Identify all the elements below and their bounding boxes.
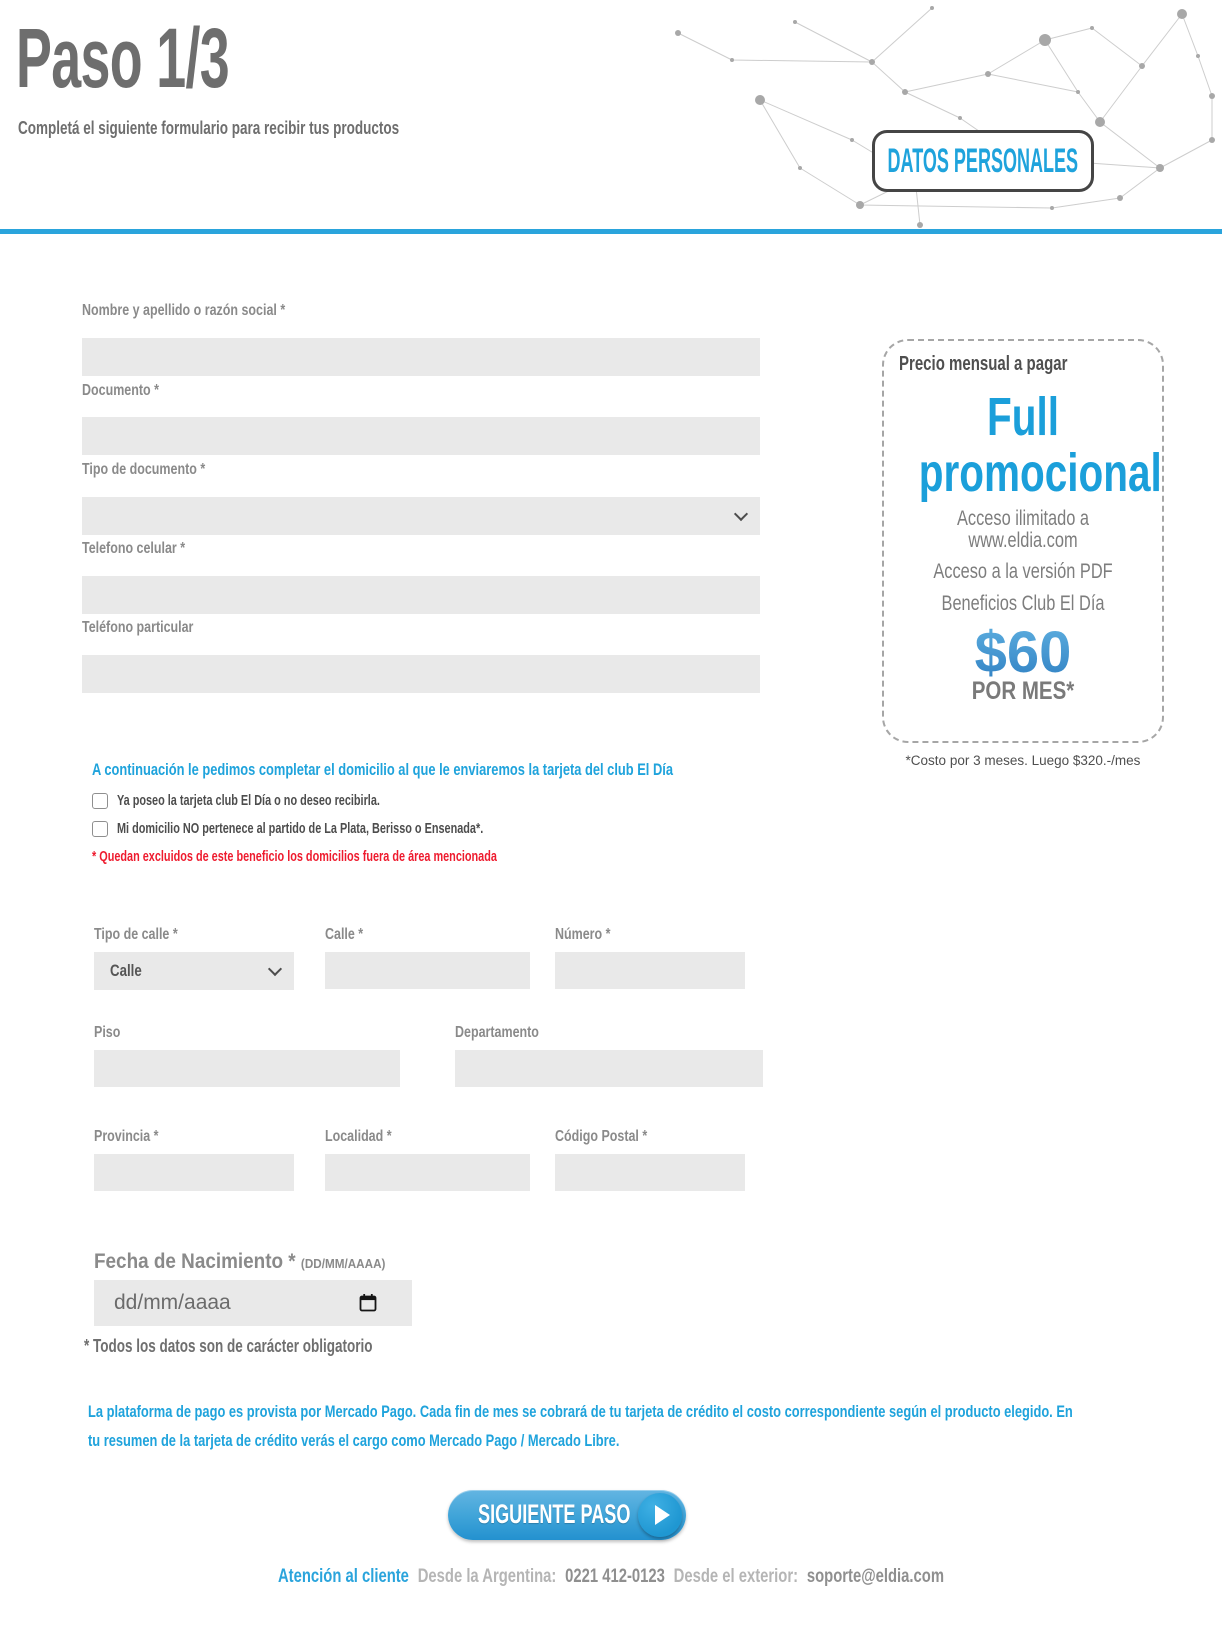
exterior-email: soporte@eldia.com [806,1566,945,1587]
domicilio-checkbox-label: Mi domicilio NO pertenece al partido de La Plata, Berisso o Ensenada*. [117,821,484,837]
calendar-icon[interactable] [358,1293,378,1313]
benefit-line: Acceso ilimitado a [956,507,1090,530]
tipo-documento-label: Tipo de documento * [82,461,206,478]
play-icon [638,1493,682,1537]
tipo-calle-select[interactable] [94,952,294,990]
tipo-calle-value: Calle [110,961,142,980]
badge-label: DATOS PERSONALES [887,141,1079,180]
benefit-line: Beneficios Club El Día [941,592,1105,615]
pricing-header: Precio mensual a pagar [899,353,1068,375]
localidad-input[interactable] [325,1154,530,1191]
codigo-postal-input[interactable] [555,1154,745,1191]
page-title: Paso 1/3 [16,11,230,105]
exclusion-warning: * Quedan excluidos de este beneficio los domicilios fuera de área mencionada [92,849,497,865]
plan-name-line2: promocional [918,443,1162,503]
telefono-celular-input[interactable] [82,576,760,614]
exterior-label: Desde el exterior: [673,1566,799,1587]
pricing-panel [882,339,1164,743]
price-value: $60 [884,619,1162,686]
datos-personales-badge [872,130,1094,192]
payment-note [88,1398,1141,1456]
piso-input[interactable] [94,1050,400,1087]
numero-label: Número * [555,926,611,943]
domicilio-note: A continuación le pedimos completar el domicilio al que le enviaremos la tarjeta del club El Día [92,761,673,779]
tarjeta-checkbox[interactable] [92,793,108,809]
plan-name-line1: Full [987,387,1059,447]
benefit-line: Acceso a la versión PDF [933,560,1113,583]
payment-note-line1: La plataforma de pago es provista por Mercado Pago. Cada fin de mes se cobrará de tu tarjeta de crédito el costo correspondiente según el producto elegido. En [88,1403,1073,1421]
documento-input[interactable] [82,417,760,455]
siguiente-paso-button[interactable] [448,1490,686,1540]
fecha-label-text: Fecha de Nacimiento * [94,1250,296,1273]
network-decoration [620,0,1222,228]
fecha-format-hint: (DD/MM/AAAA) [300,1256,386,1271]
support-label: Atención al cliente [277,1566,409,1587]
pricing-footnote: *Costo por 3 meses. Luego $320.-/mes [905,753,1141,768]
codigo-postal-label: Código Postal * [555,1128,648,1145]
departamento-input[interactable] [455,1050,763,1087]
fecha-nacimiento-label [94,1250,385,1274]
chevron-down-icon [734,507,748,521]
argentina-phone: 0221 412-0123 [565,1566,665,1587]
checkbox-row-domicilio [92,821,605,837]
required-note: * Todos los datos son de carácter obligatorio [84,1336,373,1356]
price-period: POR MES* [971,677,1075,705]
departamento-label: Departamento [455,1024,539,1041]
tarjeta-checkbox-label: Ya poseo la tarjeta club El Día o no deseo recibirla. [117,793,380,809]
telefono-celular-label: Telefono celular * [82,540,186,557]
nombre-input[interactable] [82,338,760,376]
nombre-label: Nombre y apellido o razón social * [82,302,286,319]
payment-note-line2: tu resumen de la tarjeta de crédito verás el cargo como Mercado Pago / Mercado Libre. [88,1432,620,1450]
piso-label: Piso [94,1024,121,1041]
page-subtitle: Completá el siguiente formulario para recibir tus productos [18,118,400,138]
fecha-input-wrap [94,1280,412,1326]
provincia-input[interactable] [94,1154,294,1191]
customer-support-footer [134,1566,1087,1588]
section-divider [0,229,1222,234]
provincia-label: Provincia * [94,1128,159,1145]
telefono-particular-input[interactable] [82,655,760,693]
localidad-label: Localidad * [325,1128,392,1145]
next-button-label: SIGUIENTE PASO [478,1498,631,1529]
argentina-label: Desde la Argentina: [417,1566,557,1587]
numero-input[interactable] [555,952,745,989]
benefit-line: www.eldia.com [968,529,1078,552]
tipo-calle-label: Tipo de calle * [94,926,178,943]
telefono-particular-label: Teléfono particular [82,619,194,636]
checkbox-row-tarjeta [92,793,468,809]
domicilio-checkbox[interactable] [92,821,108,837]
calle-input[interactable] [325,952,530,989]
documento-label: Documento * [82,382,159,399]
chevron-down-icon [268,962,282,976]
plan-name [918,387,1162,503]
tipo-documento-select[interactable] [82,497,760,535]
calle-label: Calle * [325,926,364,943]
play-triangle [655,1505,670,1525]
